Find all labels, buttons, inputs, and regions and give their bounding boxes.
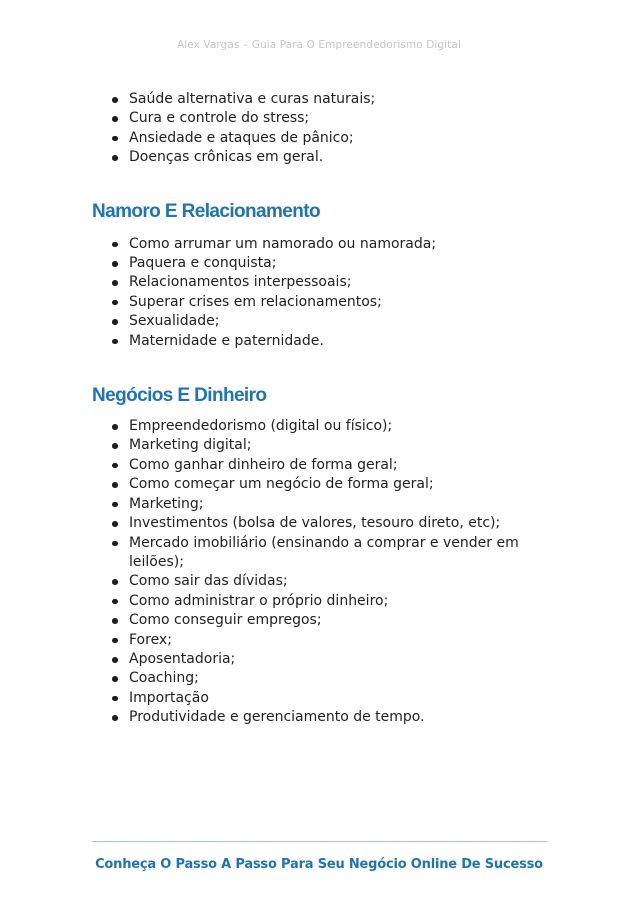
list-item [92,669,562,688]
list-item [92,129,562,148]
list-item-text: Aposentadoria; [129,650,236,667]
bullet-icon [112,424,118,430]
intro-list [92,90,562,168]
list-item-text: Ansiedade e ataques de pânico; [129,129,354,146]
list-item [92,708,562,727]
bullet-icon [112,579,118,585]
list-item [92,332,562,351]
list-item [92,436,562,455]
list-item-text: Empreendedorismo (digital ou físico); [129,418,393,435]
bullet-icon [112,502,118,508]
list-item-text: Como administrar o próprio dinheiro; [129,592,389,609]
bullet-icon [112,676,118,682]
list-item-text: Paquera e conquista; [129,255,277,272]
list-item-text: Produtividade e gerenciamento de tempo. [129,709,425,726]
bullet-icon [112,300,118,306]
list-item [92,495,562,514]
list-item-text: Como sair das dívidas; [129,573,288,590]
list-item-text: Como ganhar dinheiro de forma geral; [129,456,398,473]
list-item [92,631,562,650]
bullet-icon [112,541,118,547]
list-item [92,650,562,669]
list-item [92,273,562,292]
list-item-text: Como arrumar um namorado ou namorada; [129,235,437,252]
bullet-icon [112,242,118,248]
list-item [92,456,562,475]
list-item-text: Forex; [129,631,172,648]
bullet-icon [112,97,118,103]
section-title-relationship: Namoro E Relacionamento [92,200,320,222]
bullet-icon [112,657,118,663]
page-header: Alex Vargas – Guia Para O Empreendedorismo Digital [177,39,461,51]
bullet-icon [112,116,118,122]
list-item [92,611,562,630]
list-item [92,109,562,128]
list-item [92,592,562,611]
page-content [92,90,562,728]
list-item-text: Investimentos (bolsa de valores, tesouro direto, etc); [129,515,501,532]
footer-divider [92,841,547,842]
list-item-text: Cura e controle do stress; [129,110,310,127]
list-item-text: Como começar um negócio de forma geral; [129,476,434,493]
list-item [92,475,562,494]
list-item [92,534,562,573]
list-item-text: Doenças crônicas em geral. [129,149,324,166]
bullet-icon [112,155,118,161]
bullet-icon [112,136,118,142]
list-item-text: Importação [129,689,209,706]
list-item [92,148,562,167]
list-item-text: Marketing; [129,495,204,512]
list-item-text: Relacionamentos interpessoais; [129,274,352,291]
bullet-icon [112,599,118,605]
bullet-icon [112,319,118,325]
list-item-text: Superar crises em relacionamentos; [129,293,382,310]
list-item-text: Mercado imobiliário (ensinando a comprar e vender em leilões); [129,534,519,570]
bullet-icon [112,280,118,286]
bullet-icon [112,638,118,644]
list-item-text: Coaching; [129,670,199,687]
list-item [92,293,562,312]
bullet-icon [112,618,118,624]
list-item [92,514,562,533]
bullet-icon [112,463,118,469]
bullet-icon [112,482,118,488]
bullet-icon [112,521,118,527]
footer-link[interactable]: Conheça O Passo A Passo Para Seu Negócio Online De Sucesso [95,857,543,872]
relationship-list [92,235,562,351]
list-item [92,312,562,331]
list-item-text: Como conseguir empregos; [129,612,322,629]
section-title-business: Negócios E Dinheiro [92,385,267,407]
bullet-icon [112,339,118,345]
business-list [92,417,562,728]
list-item [92,572,562,591]
list-item-text: Maternidade e paternidade. [129,332,324,349]
list-item-text: Marketing digital; [129,437,252,454]
bullet-icon [112,443,118,449]
list-item [92,90,562,109]
list-item [92,235,562,254]
bullet-icon [112,261,118,267]
bullet-icon [112,715,118,721]
list-item [92,417,562,436]
bullet-icon [112,696,118,702]
list-item-text: Saúde alternativa e curas naturais; [129,91,376,107]
list-item-text: Sexualidade; [129,313,220,330]
list-item [92,254,562,273]
list-item [92,689,562,708]
